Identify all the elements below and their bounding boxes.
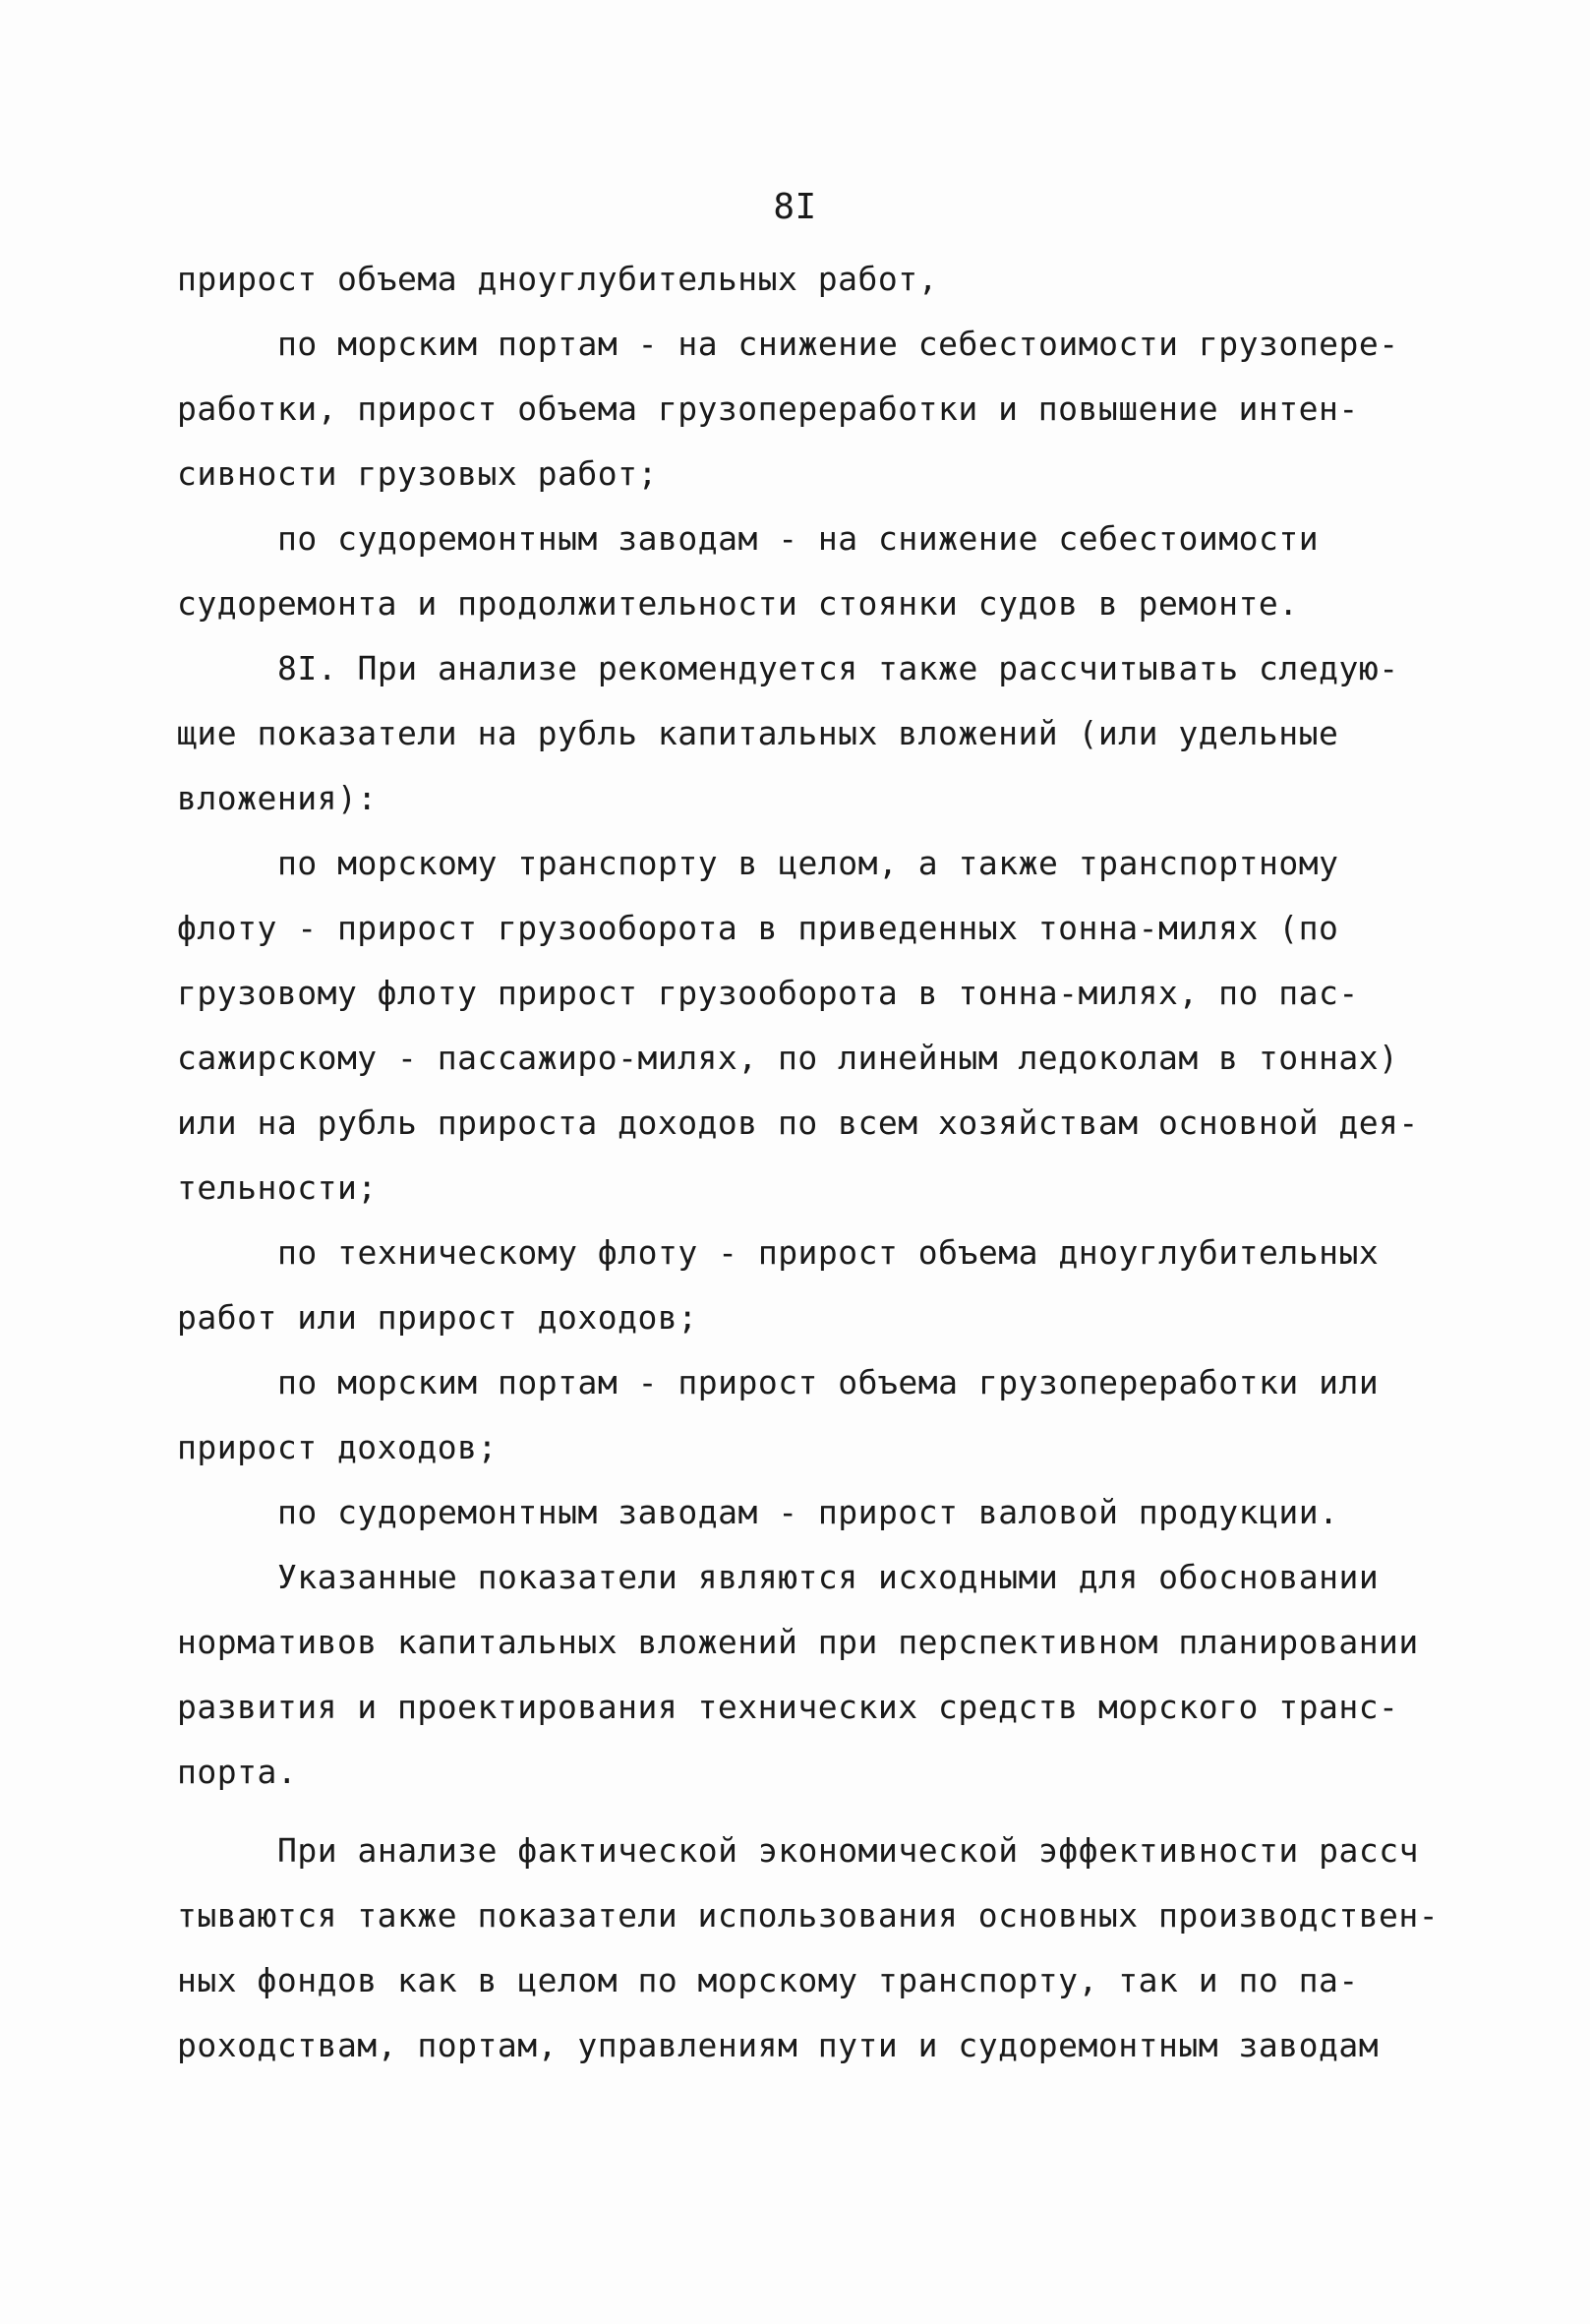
text-line: сажирскому - пассажиро-милях, по линейным ледоколам в тоннах) [177, 1039, 1399, 1077]
text-line: прирост объема дноуглубительных работ, [177, 260, 938, 298]
text-line: по морским портам - прирост объема грузопереработки или [277, 1363, 1380, 1401]
text-line: вложения): [177, 779, 378, 817]
text-line: порта. [177, 1753, 298, 1791]
text-line: работки, прирост объема грузопереработки и повышение интен- [177, 389, 1359, 428]
text-line: ных фондов как в целом по морскому транспорту, так и по па- [177, 1961, 1359, 1999]
text-line: 8I. При анализе рекомендуется также рассчитывать следую- [277, 649, 1399, 687]
text-line: судоремонта и продолжительности стоянки судов в ремонте. [177, 584, 1299, 623]
text-line: тельности; [177, 1168, 378, 1207]
text-line: роходствам, портам, управлениям пути и судоремонтным заводам [177, 2026, 1380, 2064]
text-line: развития и проектирования технических средств морского транс- [177, 1688, 1399, 1726]
text-line: Указанные показатели являются исходными для обосновании [277, 1558, 1380, 1596]
text-line: сивности грузовых работ; [177, 454, 658, 493]
text-line: по судоремонтным заводам - на снижение себестоимости [277, 519, 1320, 558]
text-line: грузовому флоту прирост грузооборота в тонна-милях, по пас- [177, 974, 1359, 1012]
text-line: работ или прирост доходов; [177, 1298, 698, 1337]
text-line: по морским портам - на снижение себестоимости грузопере- [277, 325, 1399, 363]
text-line: нормативов капитальных вложений при перспективном планировании [177, 1623, 1419, 1661]
page-number: 8I [773, 187, 817, 227]
text-line: флоту - прирост грузооборота в приведенных тонна-милях (по [177, 909, 1339, 947]
text-line: щие показатели на рубль капитальных вложений (или удельные [177, 714, 1339, 752]
text-line: по техническому флоту - прирост объема дноуглубительных [277, 1233, 1380, 1272]
text-line: по морскому транспорту в целом, а также транспортному [277, 844, 1339, 882]
text-line: по судоремонтным заводам - прирост валовой продукции. [277, 1493, 1339, 1531]
text-line: прирост доходов; [177, 1428, 498, 1466]
text-line: При анализе фактической экономической эффективности рассч [277, 1831, 1419, 1870]
text-line: или на рубль прироста доходов по всем хозяйствам основной дея- [177, 1103, 1419, 1142]
text-line: тываются также показатели использования основных производствен- [177, 1896, 1440, 1935]
